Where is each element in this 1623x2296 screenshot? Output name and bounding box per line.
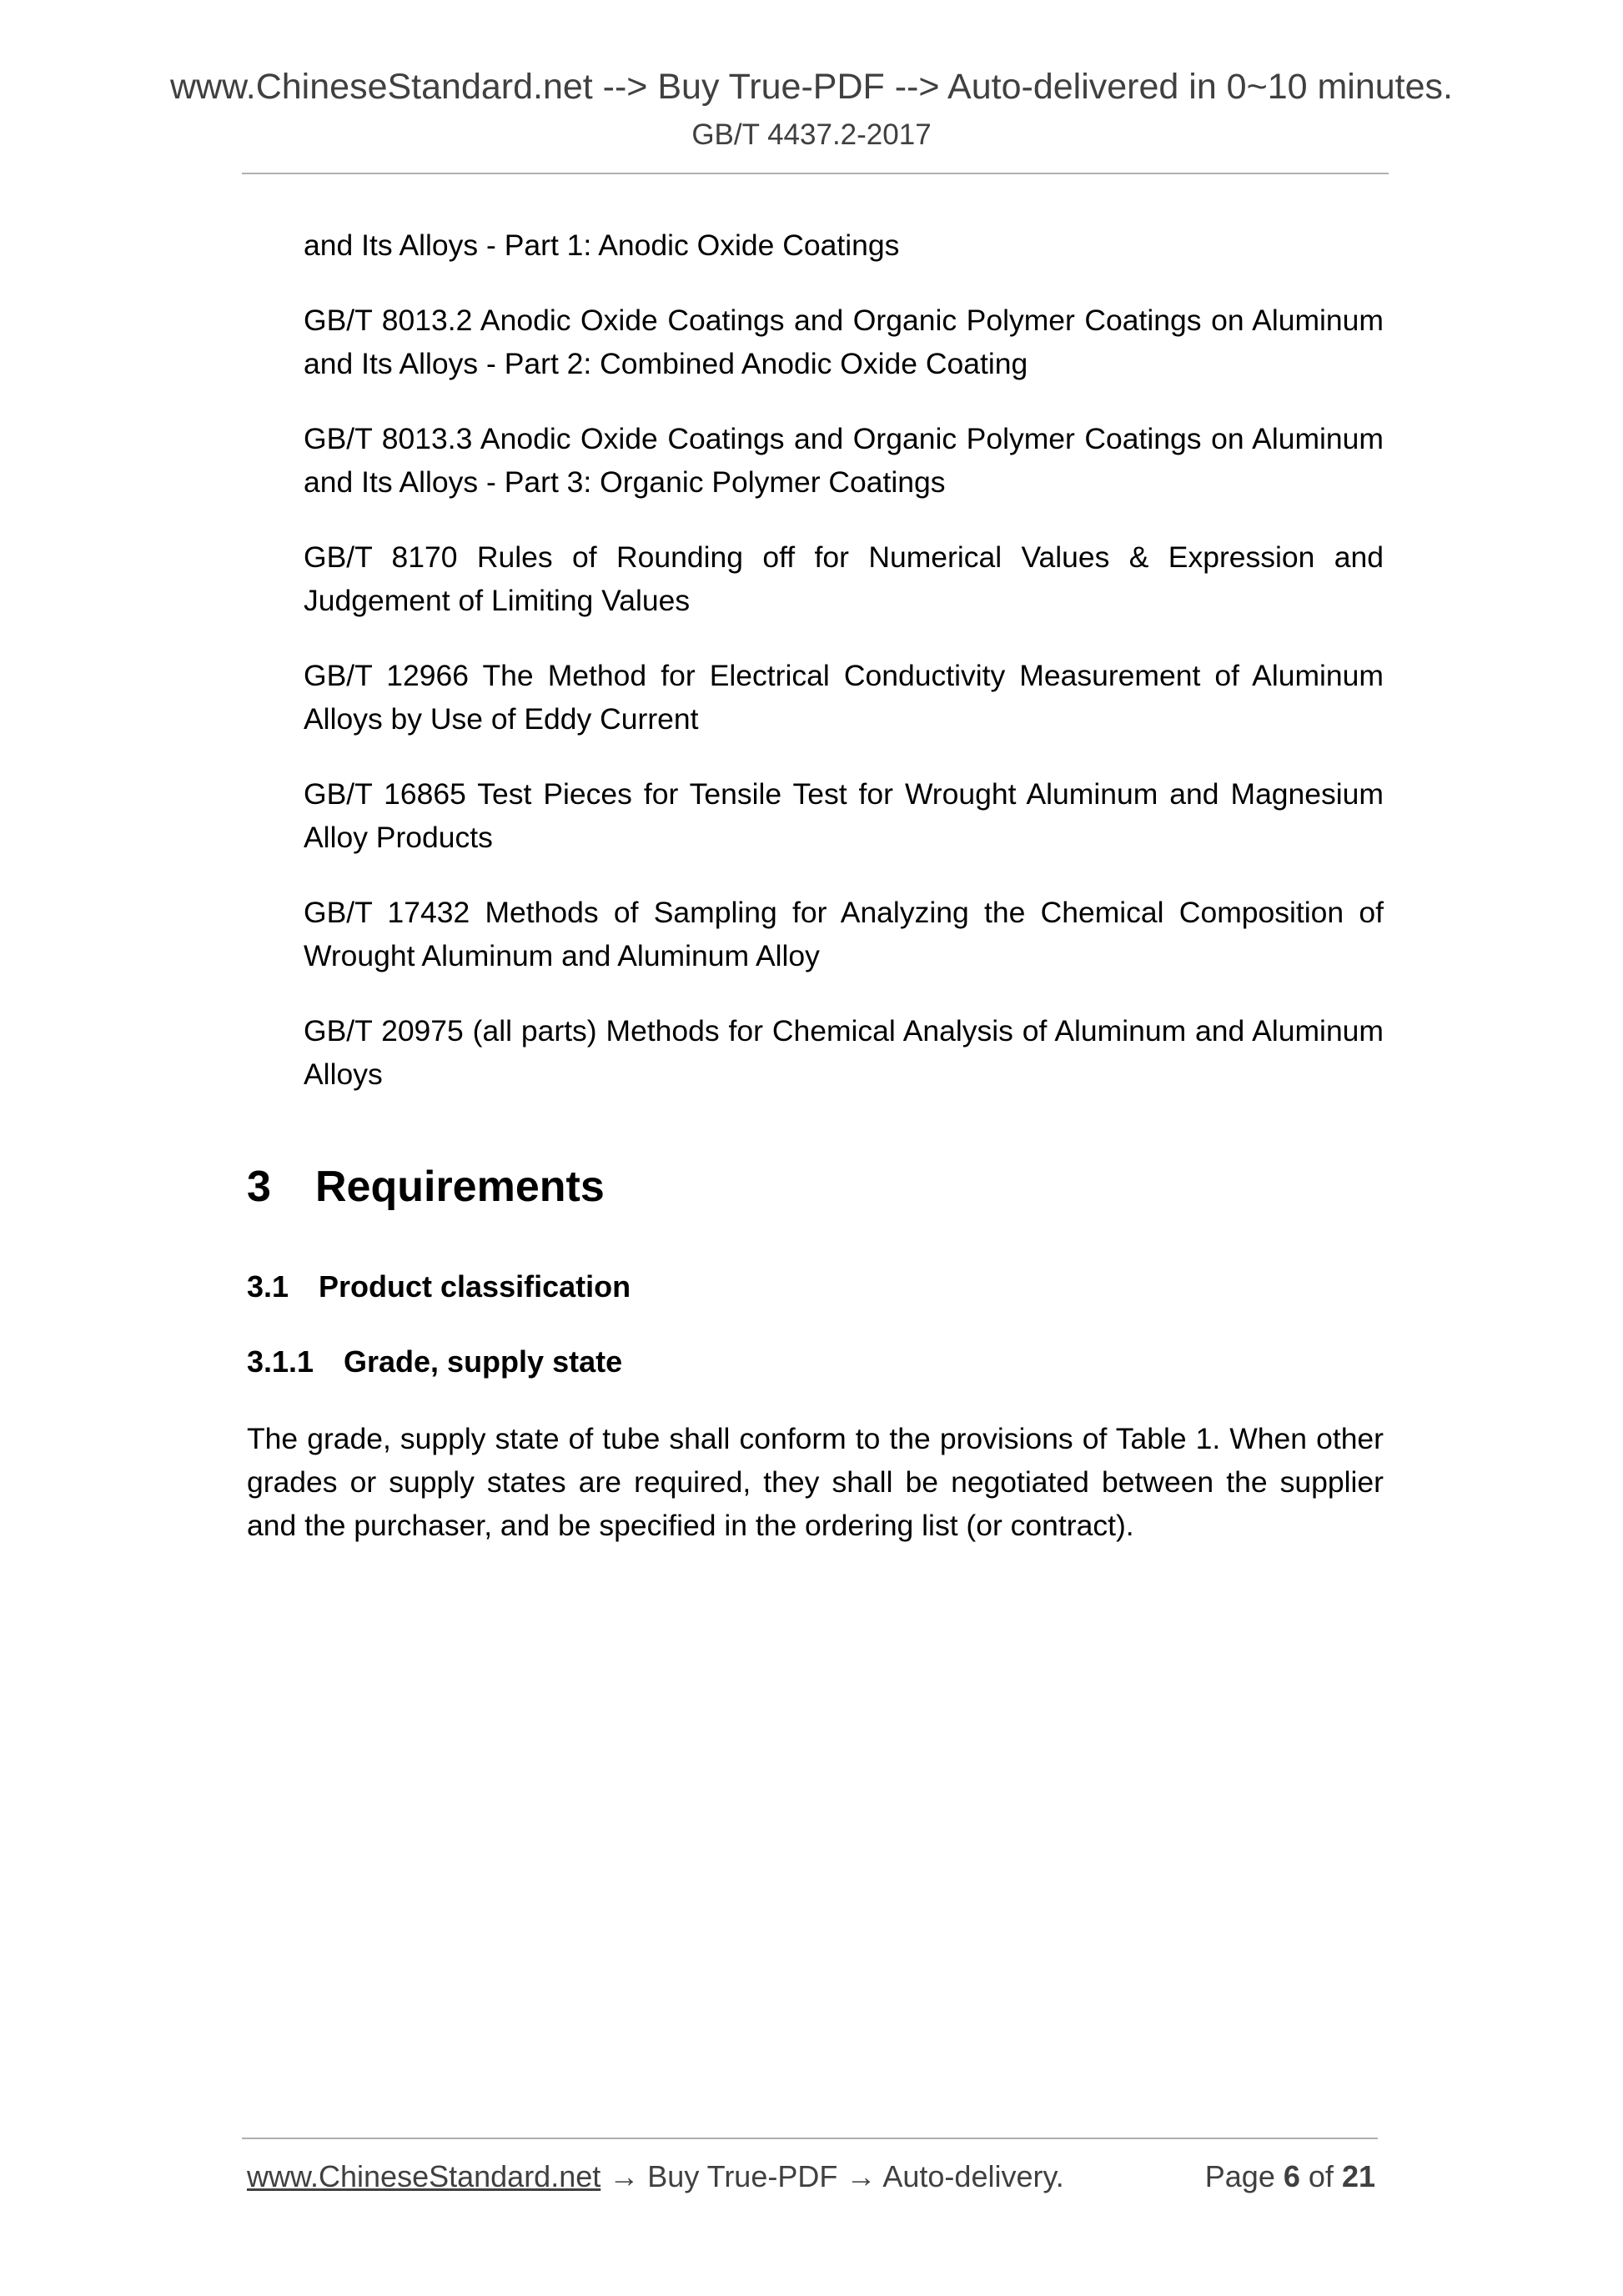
footer-promo [247, 2156, 1064, 2198]
buy-pdf-text: Buy True-PDF [647, 2159, 838, 2193]
subsection-heading [247, 1266, 631, 1308]
page-indicator [1205, 2156, 1375, 2198]
footer-divider [242, 2138, 1378, 2139]
reference-item: GB/T 8013.2 Anodic Oxide Coatings and Organic Polymer Coatings on Aluminum and Its Alloys - Part 2: Combined Anodic Oxide Coating [304, 304, 1384, 380]
arrow-right-icon: → [846, 2159, 877, 2193]
section-number: 3 [247, 1163, 271, 1211]
total-pages: 21 [1341, 2159, 1375, 2193]
page-label: Page [1204, 2159, 1275, 2193]
reference-item: GB/T 20975 (all parts) Methods for Chemical Analysis of Aluminum and Aluminum Alloys [304, 1014, 1384, 1091]
header-divider [242, 173, 1389, 174]
reference-item: GB/T 16865 Test Pieces for Tensile Test for Wrought Aluminum and Magnesium Alloy Products [304, 777, 1384, 854]
body-paragraph: The grade, supply state of tube shall conform to the provisions of Table 1. When other grades or supply states are required, they shall be negotiated between the supplier and the purchaser, and be specified in the ordering list (or contract). [247, 1422, 1384, 1542]
page-number: 6 [1283, 2159, 1300, 2193]
reference-item: GB/T 12966 The Method for Electrical Conductivity Measurement of Aluminum Alloys by Use of Eddy Current [304, 659, 1384, 736]
subsubsection-number: 3.1.1 [247, 1344, 314, 1379]
header-banner: www.ChineseStandard.net --> Buy True-PDF --> Auto-delivered in 0~10 minutes. [169, 67, 1453, 107]
reference-item: GB/T 17432 Methods of Sampling for Analyzing the Chemical Composition of Wrought Aluminum and Aluminum Alloy [304, 896, 1384, 972]
section-title: Requirements [315, 1163, 605, 1211]
subsection-title: Product classification [319, 1269, 631, 1304]
reference-item: and Its Alloys - Part 1: Anodic Oxide Coatings [304, 229, 900, 262]
reference-item: GB/T 8170 Rules of Rounding off for Numerical Values & Expression and Judgement of Limiting Values [304, 540, 1384, 617]
of-label: of [1308, 2159, 1334, 2193]
section-heading [247, 1158, 605, 1216]
standard-code: GB/T 4437.2-2017 [691, 118, 932, 151]
subsubsection-title: Grade, supply state [344, 1344, 623, 1379]
normative-references-list [304, 224, 1384, 1128]
website-link[interactable]: www.ChineseStandard.net [247, 2159, 601, 2193]
auto-delivery-text: Auto-delivery. [882, 2159, 1064, 2193]
subsubsection-heading [247, 1341, 622, 1383]
arrow-right-icon: → [609, 2159, 640, 2193]
subsection-number: 3.1 [247, 1269, 289, 1304]
reference-item: GB/T 8013.3 Anodic Oxide Coatings and Organic Polymer Coatings on Aluminum and Its Alloys - Part 3: Organic Polymer Coatings [304, 422, 1384, 499]
